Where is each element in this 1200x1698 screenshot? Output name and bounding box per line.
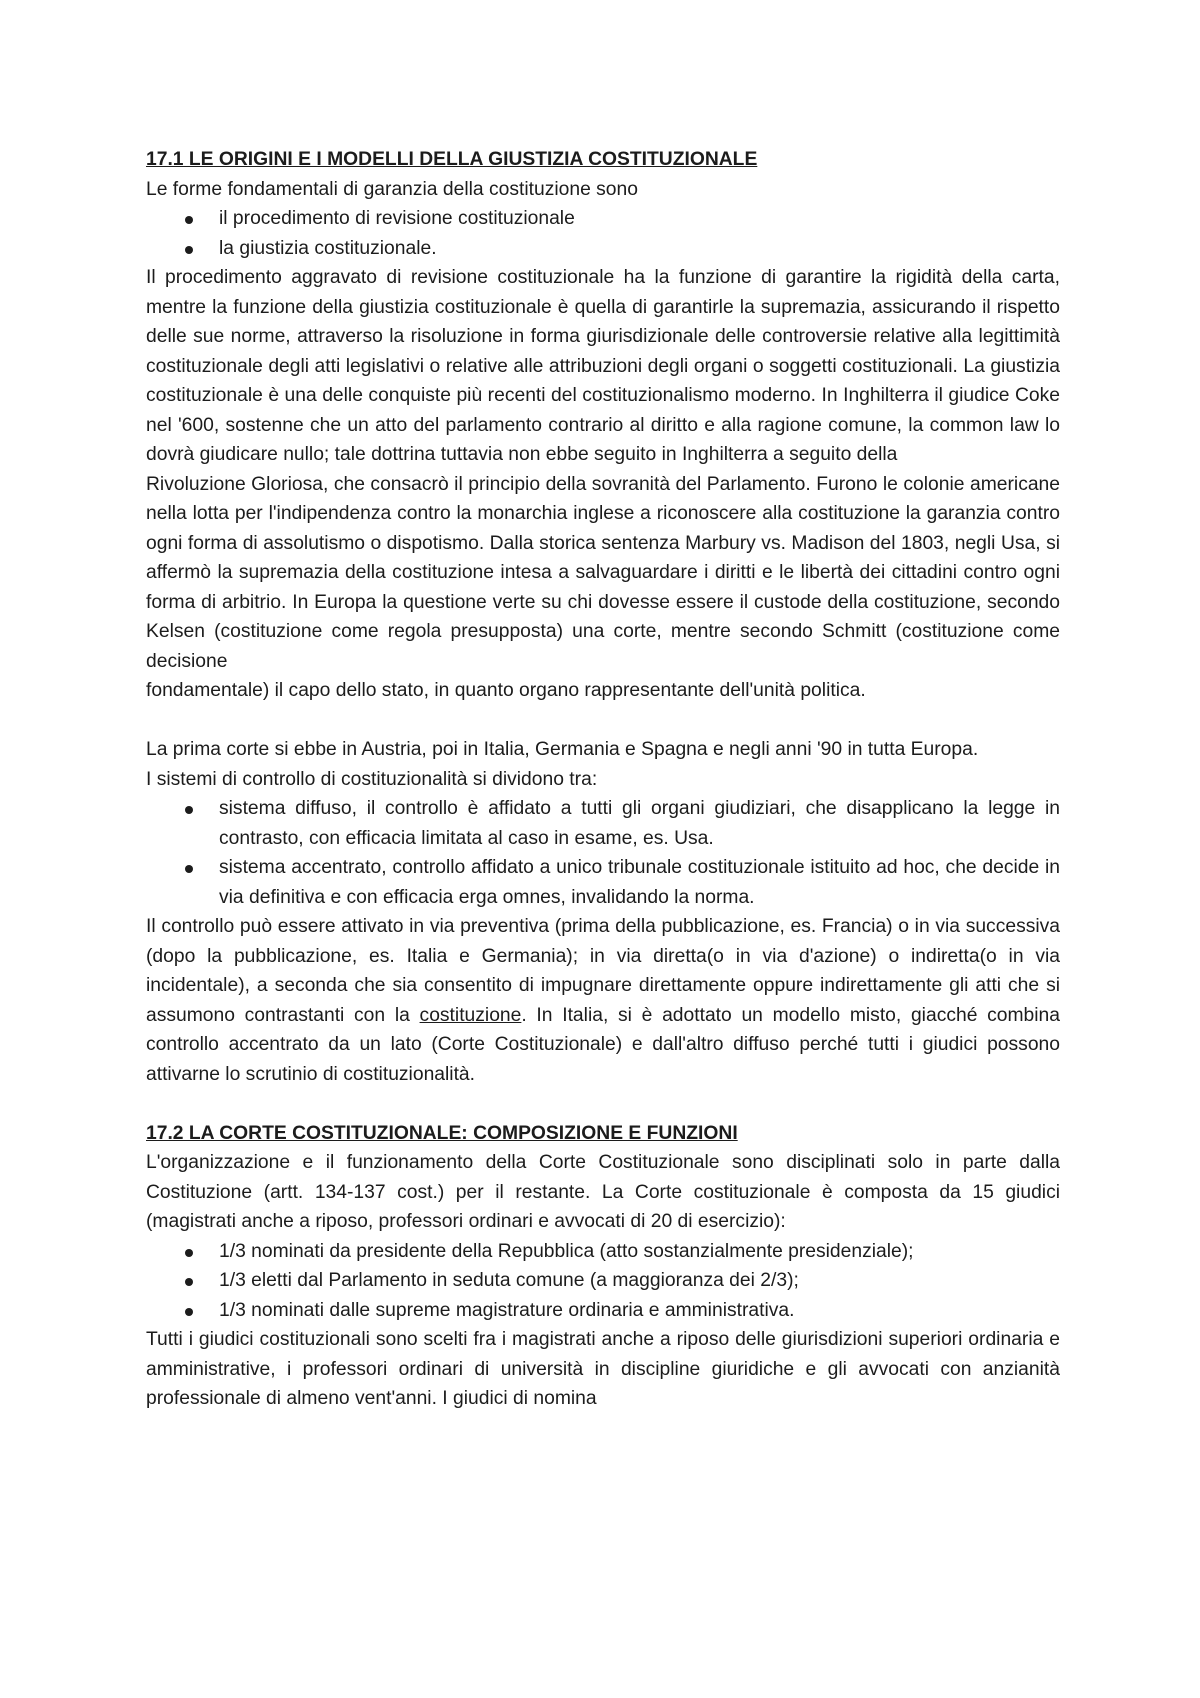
list-item: sistema diffuso, il controllo è affidato a tutti gli organi giudiziari, che disapplicano la legge in contrasto, con efficacia limitata al caso in esame, es. Usa. — [219, 794, 1060, 853]
document-page — [146, 145, 1060, 1414]
paragraph-gap — [146, 706, 1060, 736]
intro-text: Le forme fondamentali di garanzia della costituzione sono — [146, 178, 638, 200]
section-heading-17-1: 17.1 LE ORIGINI E I MODELLI DELLA GIUSTIZIA COSTITUZIONALE — [146, 149, 758, 170]
text-run: . In Italia, si è adottato un modello misto, giacché combina controllo accentrato da un lato (Corte Costituzionale) e dall'altro diffuso perché tutti i giudici possono attivarne lo scrutinio di costituzionalità. — [146, 1004, 1061, 1085]
paragraph-glorious-revolution: Rivoluzione Gloriosa, che consacrò il principio della sovranità del Parlamento. Furono le colonie americane nella lotta per l'indipendenza contro la monarchia inglese a riconoscere alla costituzione la garanzia contro ogni forma di assolutismo o dispotismo. Dalla storica sentenza Marbury vs. Madison del 1803, negli Usa, si affermò la supremazia della costituzione intesa a salvaguardare i diritti e le libertà dei cittadini contro ogni forma di arbitrio. In Europa la questione verte su chi dovesse essere il custode della costituzione, secondo Kelsen (costituzione come regola presupposta) una corte, mentre secondo Schmitt (costituzione come decisione — [146, 473, 1060, 672]
control-systems-list — [146, 794, 1060, 912]
paragraph-systems-intro: I sistemi di controllo di costituzionalità si dividono tra: — [146, 768, 598, 790]
paragraph-head-of-state: fondamentale) il capo dello stato, in quanto organo rappresentante dell'unità politica. — [146, 680, 866, 701]
paragraph-first-court: La prima corte si ebbe in Austria, poi in Italia, Germania e Spagna e negli anni '90 in tutta Europa. — [146, 739, 979, 760]
list-item: 1/3 nominati dalle supreme magistrature ordinaria e amministrativa. — [219, 1296, 1060, 1326]
list-item: sistema accentrato, controllo affidato a unico tribunale costituzionale istituito ad hoc, che decide in via definitiva e con efficacia erga omnes, invalidando la norma. — [219, 853, 1060, 912]
judges-composition-list — [146, 1237, 1060, 1326]
paragraph-revision: Il procedimento aggravato di revisione costituzionale ha la funzione di garantire la rigidità della carta, mentre la funzione della giustizia costituzionale è quella di garantirle la supremazia, assicurando il rispetto delle sue norme, attraverso la risoluzione in forma giurisdizionale delle controversie relative alla legittimità costituzionale degli atti legislativi o relative alle attribuzioni degli organi o soggetti costituzionali. La giustizia costituzionale è una delle conquiste più recenti del costituzionalismo moderno. In Inghilterra il giudice Coke nel '600, sostenne che un atto del parlamento contrario al diritto e alla ragione comune, la common law lo dovrà giudicare nullo; tale dottrina tuttavia non ebbe seguito in Inghilterra a seguito della — [146, 267, 1060, 465]
costituzione-link[interactable]: costituzione — [419, 1004, 522, 1026]
guarantee-forms-list — [146, 204, 1060, 263]
paragraph-judges-selection: Tutti i giudici costituzionali sono scelti fra i magistrati anche a riposo delle giurisdizioni superiori ordinaria e amministrative, i professori ordinari di università in discipline giuridiche e gli avvocati con anzianità professionale di almeno vent'anni. I giudici di nomina — [146, 1329, 1060, 1409]
text-run: Il controllo può essere attivato in via preventiva (prima della pubblicazione, es. Francia) o in via successiva (dopo la pubblicazione, es. Italia e Germania); in via diretta(o in via d'azione) o indiretta(o in via incidentale), a seconda che sia consentito di impugnare direttamente oppure indirettamente gli atti che si assumono contrastanti con la — [146, 916, 1060, 1026]
list-item: 1/3 eletti dal Parlamento in seduta comune (a maggioranza dei 2/3); — [219, 1266, 1060, 1296]
paragraph-organization: L'organizzazione e il funzionamento della Corte Costituzionale sono disciplinati solo in parte dalla Costituzione (artt. 134-137 cost.) per il restante. La Corte costituzionale è composta da 15 giudici (magistrati anche a riposo, professori ordinari e avvocati di 20 di esercizio): — [146, 1152, 1060, 1232]
list-item: 1/3 nominati da presidente della Repubblica (atto sostanzialmente presidenziale); — [219, 1237, 1060, 1267]
list-item: la giustizia costituzionale. — [219, 234, 1060, 264]
paragraph-gap — [146, 1089, 1060, 1119]
paragraph-control-activation — [146, 912, 1060, 1089]
section-heading-17-2: 17.2 LA CORTE COSTITUZIONALE: COMPOSIZIONE E FUNZIONI — [146, 1122, 738, 1144]
list-item: il procedimento di revisione costituzionale — [219, 204, 1060, 234]
